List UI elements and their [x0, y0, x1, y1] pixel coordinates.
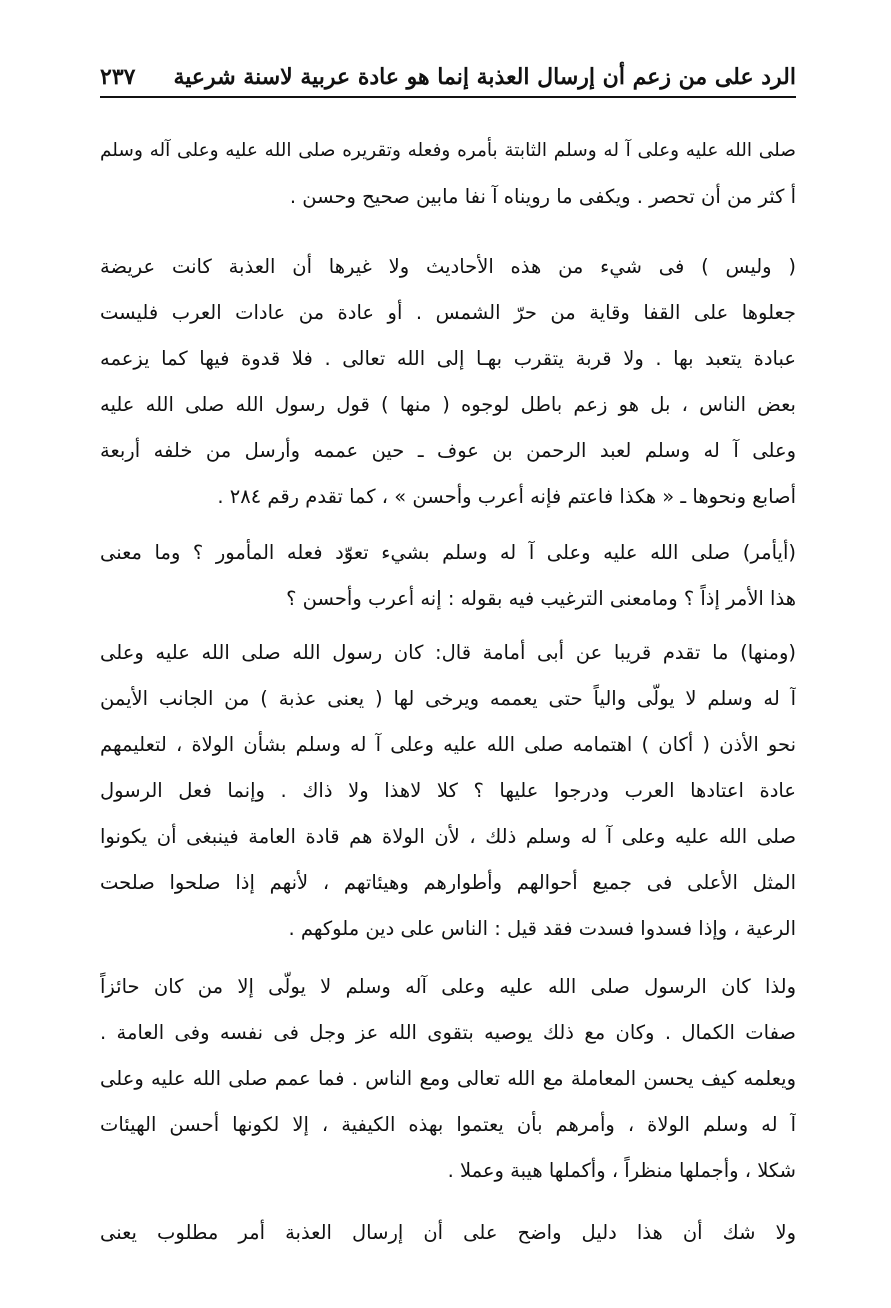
text-line: أ كثر من أن تحصر . ويكفى ما رويناه آ نفا مابين صحيح وحسن . — [289, 185, 796, 208]
text-line: المثل الأعلى فى جميع أحوالهم وأطوارهم وهيئاتهم ، لأنهم إذا صلحوا صلحت — [100, 871, 796, 894]
paragraph — [100, 964, 796, 1194]
paragraph — [100, 244, 796, 520]
text-line: وعلى آ له وسلم لعبد الرحمن بن عوف ـ حين عممه وأرسل من خلفه أربعة — [100, 439, 796, 462]
text-line: نحو الأذن ( أكان ) اهتمامه صلى الله عليه وعلى آ له وسلم بشأن الولاة ، لتعليمهم — [100, 733, 796, 756]
text-line: ولا شك أن هذا دليل واضح على أن إرسال العذبة أمر مطلوب يعنى — [100, 1221, 796, 1244]
text-line: جعلوها على القفا وقاية من حرّ الشمس . أو عادة من عادات العرب فليست — [100, 301, 796, 324]
text-line: عبادة يتعبد بها . ولا قربة يتقرب بهـا إلى الله تعالى . فلا قدوة فيها كما يزعمه — [100, 347, 796, 370]
text-line: آ له وسلم الولاة ، وأمرهم بأن يعتموا بهذه الكيفية ، إلا لكونها أحسن الهيئات — [100, 1113, 796, 1136]
text-line: شكلا ، وأجملها منظراً ، وأكملها هيبة وعملا . — [447, 1159, 796, 1182]
paragraph — [100, 1210, 796, 1256]
page-number: ٢٣٧ — [100, 64, 136, 90]
text-line: صفات الكمال . وكان مع ذلك يوصيه بتقوى الله عز وجل فى نفسه وفى العامة . — [100, 1021, 796, 1044]
text-line: آ له وسلم لا يولّى والياً حتى يعممه ويرخى لها ( يعنى عذبة ) من الجانب الأيمن — [100, 687, 796, 710]
paragraph — [100, 630, 796, 952]
text-line: الرعية ، وإذا فسدوا فسدت فقد قيل : الناس على دين ملوكهم . — [288, 917, 796, 940]
paragraph — [100, 128, 796, 220]
text-line: ويعلمه كيف يحسن المعاملة مع الله تعالى ومع الناس . فما عمم صلى الله عليه وعلى — [100, 1067, 796, 1090]
text-line: هذا الأمر إذاً ؟ ومامعنى الترغيب فيه بقوله : إنه أعرب وأحسن ؟ — [286, 587, 796, 610]
text-line: صلى الله عليه وعلى آ له وسلم ذلك ، لأن الولاة هم قادة العامة فينبغى أن يكونوا — [100, 825, 796, 848]
text-line: صلى الله عليه وعلى آ له وسلم الثابتة بأمره وفعله وتقريره صلى الله عليه وعلى آله وسلم — [100, 140, 796, 161]
text-line: ( وليس ) فى شيء من هذه الأحاديث ولا غيرها أن العذبة كانت عريضة — [100, 255, 796, 278]
paragraph — [100, 530, 796, 622]
text-line: بعض الناس ، بل هو زعم باطل لوجوه ( منها ) قول رسول الله صلى الله عليه — [100, 393, 796, 416]
text-line: عادة اعتادها العرب ودرجوا عليها ؟ كلا لاهذا ولا ذاك . وإنما فعل الرسول — [100, 779, 796, 802]
text-line: (أيأمر) صلى الله عليه وعلى آ له وسلم بشيء تعوّد فعله المأمور ؟ وما معنى — [100, 541, 796, 564]
text-line: ولذا كان الرسول صلى الله عليه وعلى آله وسلم لا يولّى إلا من كان حائزاً — [100, 975, 796, 998]
text-line: أصابع ونحوها ـ « هكذا فاعتم فإنه أعرب وأحسن » ، كما تقدم رقم ٢٨٤ . — [217, 485, 796, 508]
running-header — [100, 52, 796, 98]
text-line: (ومنها) ما تقدم قريبا عن أبى أمامة قال: كان رسول الله صلى الله عليه وعلى — [100, 641, 796, 664]
running-title: الرد على من زعم أن إرسال العذبة إنما هو عادة عربية لاسنة شرعية — [173, 64, 796, 90]
